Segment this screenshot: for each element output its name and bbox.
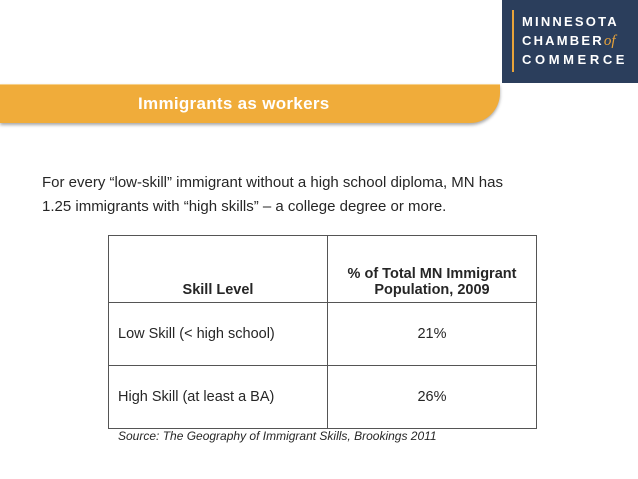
logo-accent-bar: [512, 10, 514, 72]
cell-percent: 26%: [328, 366, 537, 429]
chamber-logo: [502, 0, 638, 83]
header-percent-line1: % of Total MN Immigrant: [347, 266, 517, 282]
table-header-row: [109, 236, 537, 303]
slide-title: Immigrants as workers: [138, 94, 330, 113]
logo-line-commerce: COMMERCE: [522, 52, 629, 67]
logo-line-minnesota: MINNESOTA: [522, 14, 619, 29]
intro-paragraph: [42, 171, 582, 219]
intro-line-2: 1.25 immigrants with “high skills” – a college degree or more.: [42, 198, 447, 215]
header-skill-level: Skill Level: [109, 236, 328, 303]
cell-percent: 21%: [328, 303, 537, 366]
cell-skill: High Skill (at least a BA): [109, 366, 328, 429]
skills-table: [108, 235, 537, 429]
logo-chamber-word: CHAMBER: [522, 33, 604, 48]
intro-line-1: For every “low-skill” immigrant without a high school diploma, MN has: [42, 174, 503, 191]
logo-of-word: of: [603, 33, 616, 49]
source-citation: Source: The Geography of Immigrant Skills, Brookings 2011: [118, 429, 437, 443]
table-row: [109, 303, 537, 366]
header-percent: [328, 236, 537, 303]
table-row: [109, 366, 537, 429]
title-banner: [0, 84, 500, 123]
header-percent-line2: Population, 2009: [374, 282, 490, 298]
cell-skill: Low Skill (< high school): [109, 303, 328, 366]
logo-line-chamber: [522, 33, 616, 50]
